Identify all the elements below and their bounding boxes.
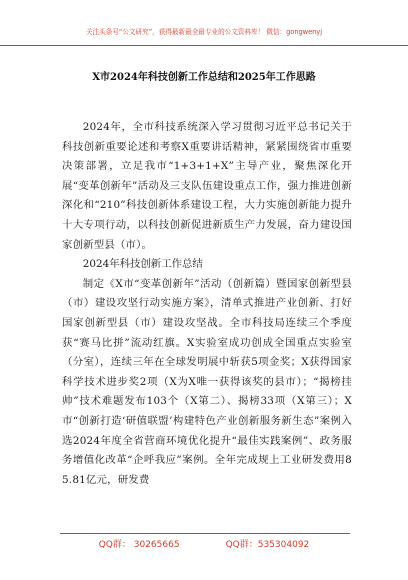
intro-paragraph: 2024年，全市科技系统深入学习贯彻习近平总书记关于科技创新重要论述和考察X重要讲话精神，紧紧围绕省市重要决策部署，立足我市“1+3+1+X”主导产业，聚焦深化开展“变革创新年”活动及三支队伍建设重点工作，强力推进创新深化和“210”科技创新体系建设工程，大力实施创新能力提升十大专项行动，以科技创新促进新质生产力发展，奋力建设国家创新型县（市）。 — [62, 121, 352, 251]
top-banner — [0, 0, 408, 46]
footer-divider — [60, 533, 350, 534]
document-title: X市2024年科技创新工作总结和2025年工作思路 — [92, 72, 316, 83]
banner-text: 关注头条号“公文研究”，获得最新最全最专业的公文资料库！ 微信：gongwenyj — [85, 28, 323, 36]
section-heading: 2024年科技创新工作总结 — [82, 258, 203, 271]
footer-qq-group-2: QQ群：535304092 — [225, 540, 310, 550]
footer — [0, 537, 408, 555]
document-body — [62, 118, 352, 490]
footer-qq-group-1: QQ群： 30265665 — [98, 540, 180, 550]
section-paragraph: 制定《X市“变革创新年”活动（创新篇）暨国家创新型县（市）建设攻坚行动实施方案》，清单式推进产业创新、打好国家创新型县（市）建设攻坚战。全市科技局连续三个季度获“赛马比拼”流动红旗。X实验室成功创成全国重点实验室（分室），连续三年在全球发明展中斩获5项金奖；X获得国家科学技术进步奖2项（X为X唯一获得该奖的县市）；“揭榜挂帅”技术难题发布103个（X第二）、揭榜33项（X第三）；X市“创新打造‘研值联盟’构建特色产业创新服务新生态”案例入选2024年度全省营商环境优化提升“最佳实践案例”、政务服务增值化改革“企呼我应”案例。全年完成规上工业研发费用85.81亿元，研发费 — [62, 277, 352, 486]
